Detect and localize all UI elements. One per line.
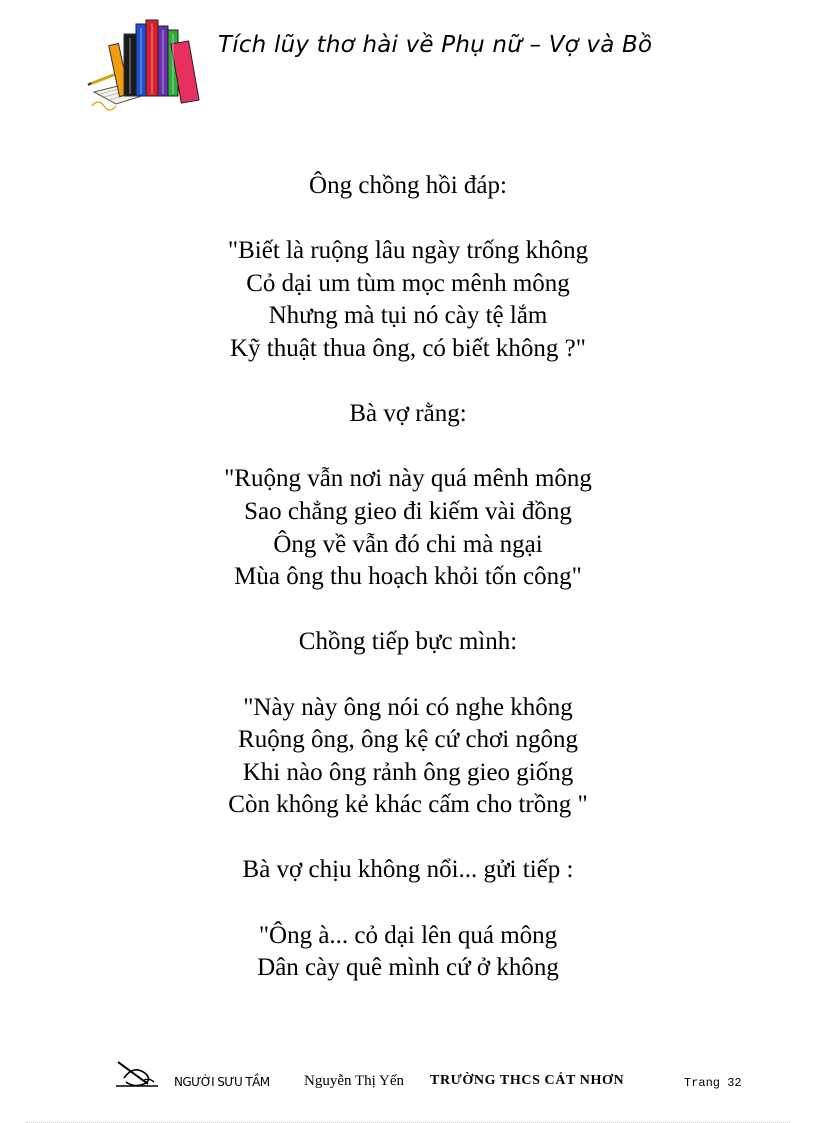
author-name: Nguyễn Thị Yến — [304, 1073, 404, 1089]
poem-line: Ruộng ông, ông kệ cứ chơi ngông — [238, 726, 578, 754]
stack-of-books-icon — [86, 14, 206, 114]
poem-line: Kỹ thuật thua ông, có biết không ?" — [230, 334, 586, 362]
school-name: TRƯỜNG THCS CÁT NHƠN — [430, 1073, 625, 1088]
poem-line: Cỏ dại um tùm mọc mênh mông — [246, 269, 570, 297]
poem-line: Bà vợ rằng: — [349, 400, 467, 428]
poem-line: "Này này ông nói có nghe không — [243, 693, 573, 721]
poem-line: "Ông à... cỏ dại lên quá mông — [258, 921, 558, 949]
stanza-gap — [0, 366, 816, 399]
stanza-gap — [0, 203, 816, 236]
page-footer — [0, 1058, 816, 1098]
poem-line: Còn không kẻ khác cấm cho trồng " — [228, 791, 588, 819]
stanza-gap — [0, 822, 816, 855]
poem-line: "Ruộng vẫn nơi này quá mênh mông — [224, 465, 592, 493]
poem-line: Ông về vẫn đó chi mà ngại — [273, 530, 543, 558]
poem-line: Sao chẳng gieo đi kiếm vài đồng — [244, 497, 572, 525]
poem-line: Khi nào ông rảnh ông gieo giống — [242, 758, 574, 786]
page-header — [0, 0, 816, 120]
header-title: Tích lũy thơ hài về Phụ nữ – Vợ và Bồ — [218, 32, 653, 58]
poem-line: Mùa ông thu hoạch khỏi tốn công" — [234, 563, 582, 591]
stanza-gap — [0, 594, 816, 627]
poem-line: "Biết là ruộng lâu ngày trống không — [227, 237, 589, 265]
stanza-gap — [0, 887, 816, 920]
stanza-gap — [0, 659, 816, 692]
poem-line: Nhưng mà tụi nó cày tệ lắm — [268, 302, 548, 330]
collector-label: NGƯỜI SƯU TẦM — [174, 1075, 270, 1089]
stanza-gap — [0, 431, 816, 464]
poem-line: Ông chồng hồi đáp: — [309, 172, 507, 199]
hand-writing-icon — [114, 1058, 160, 1090]
poem-line: Chồng tiếp bực mình: — [298, 628, 518, 656]
page-number: Trang 32 — [684, 1076, 742, 1090]
poem-line: Bà vợ chịu không nổi... gửi tiếp : — [242, 856, 574, 884]
poem-body — [0, 170, 816, 985]
poem-line: Dân cày quê mình cứ ở không — [257, 954, 559, 982]
